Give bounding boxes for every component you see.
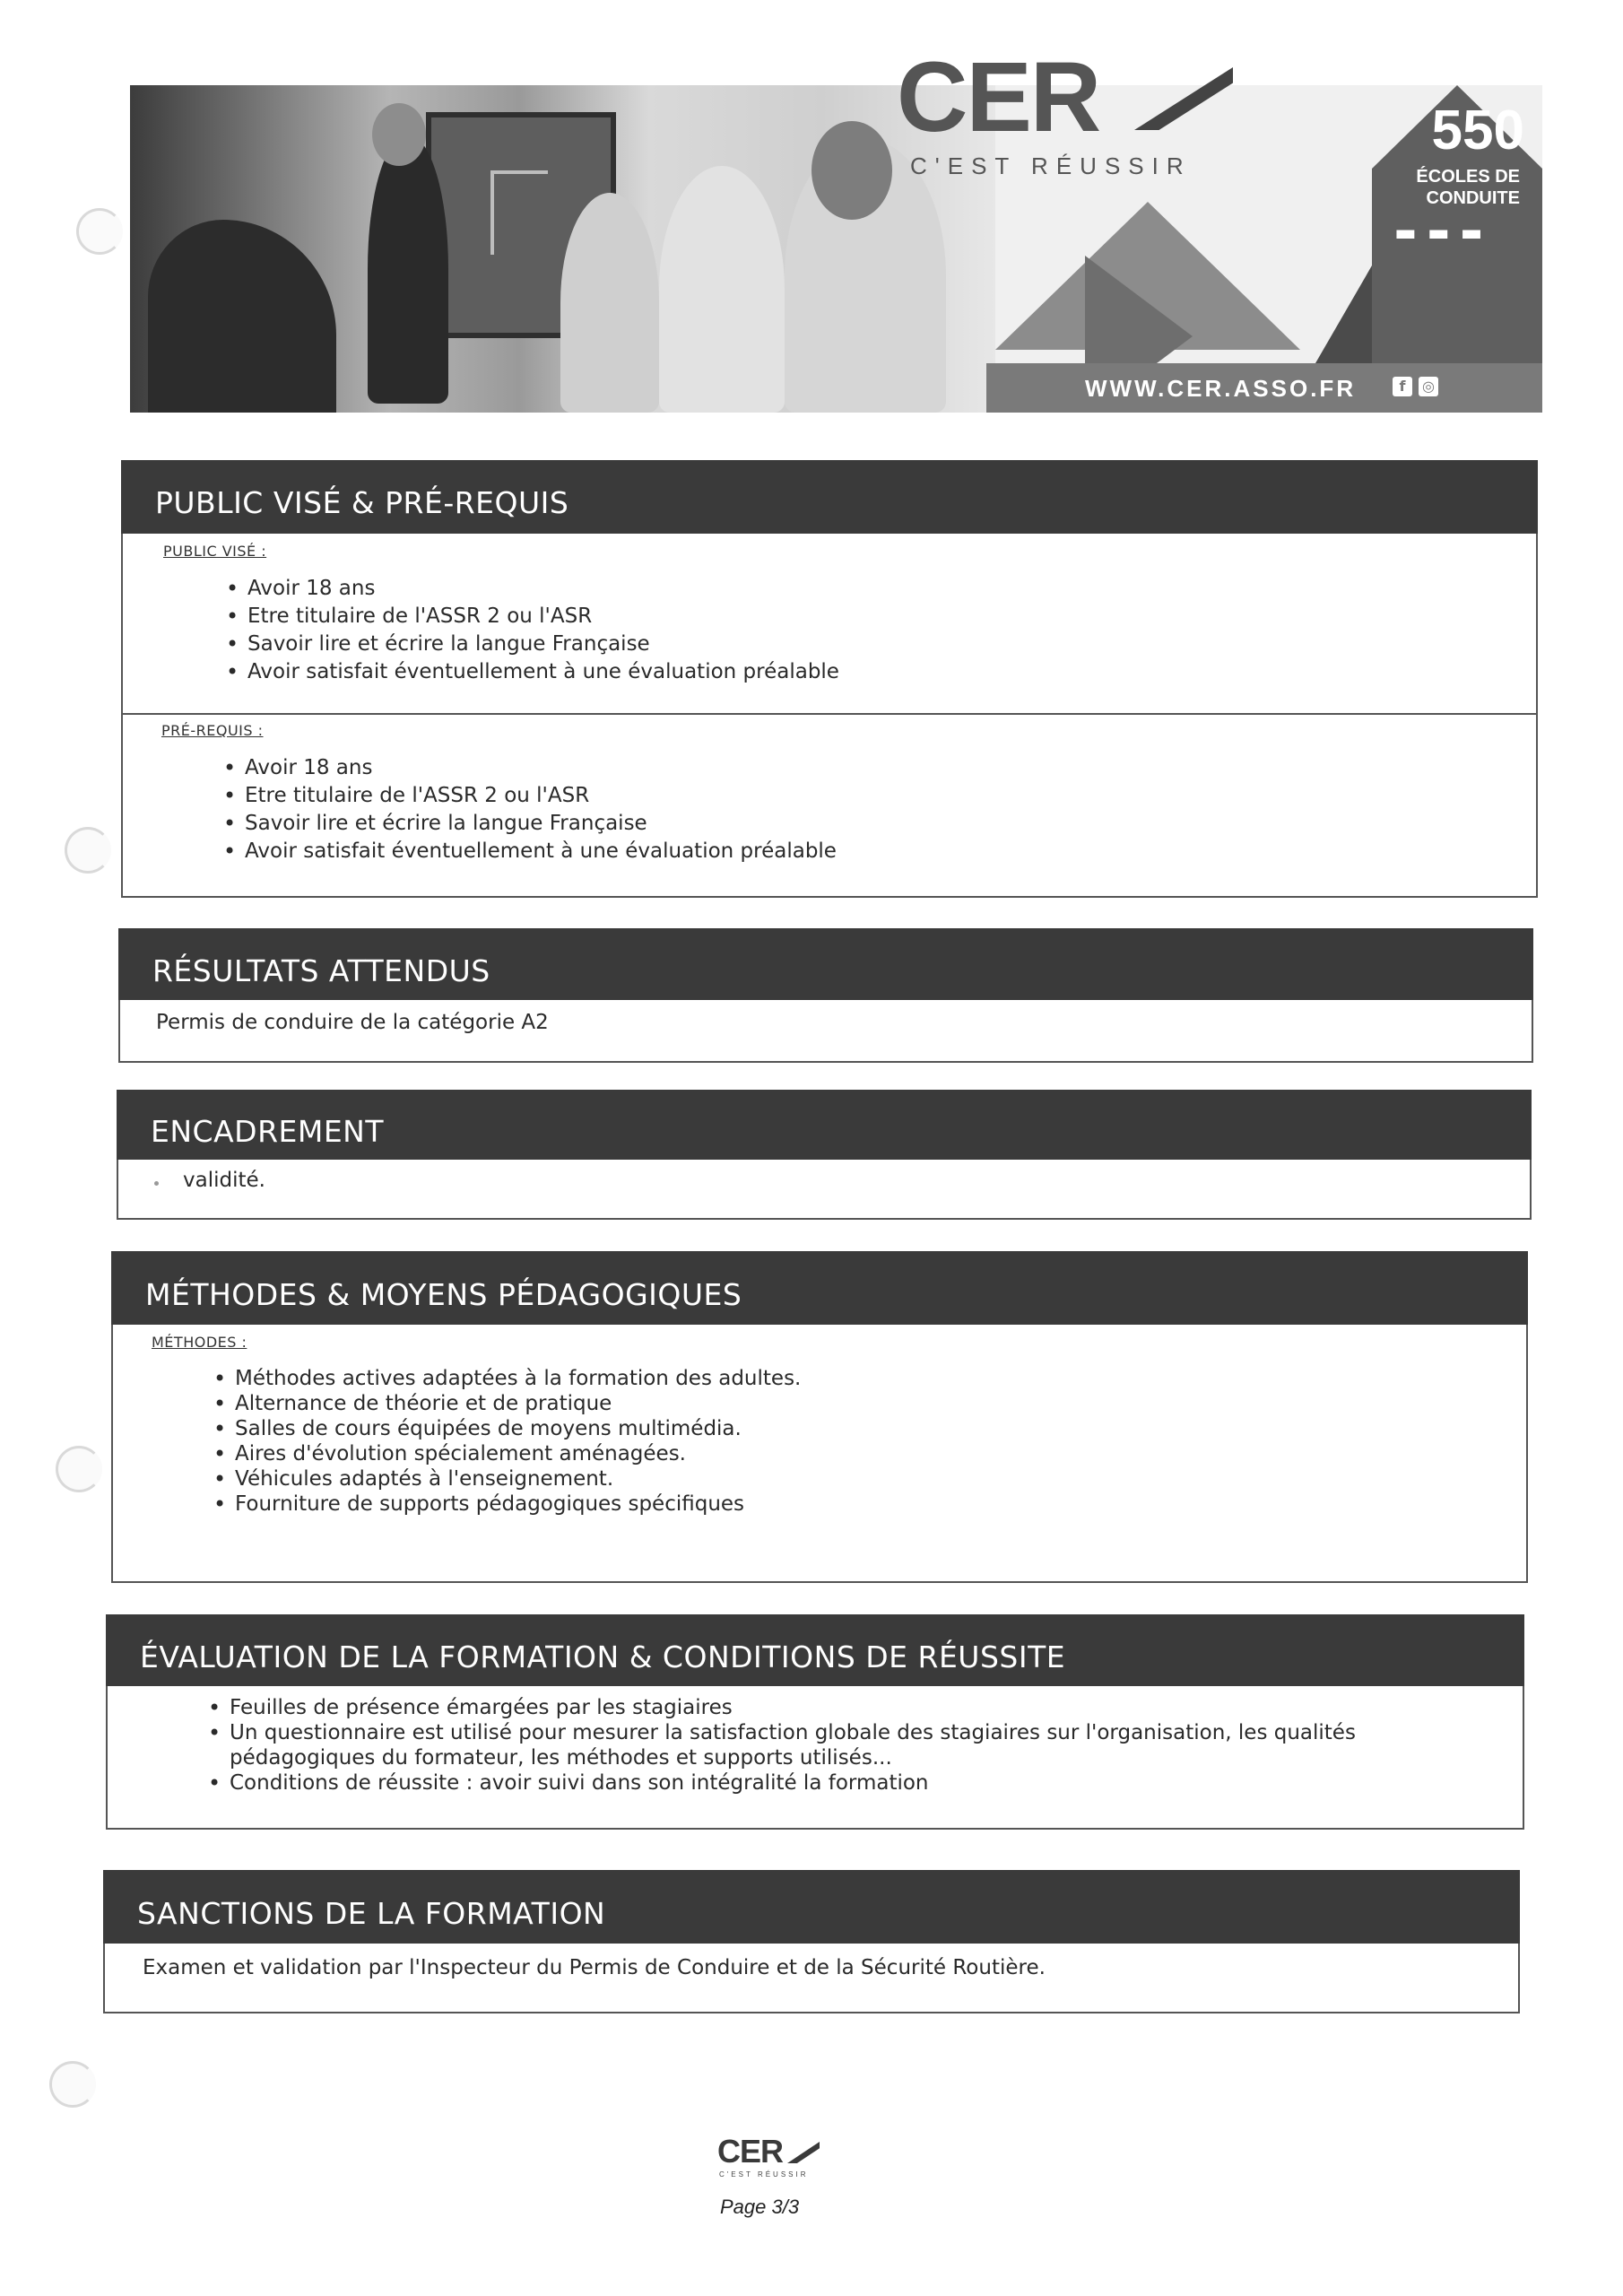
bullet-icon	[154, 1181, 159, 1186]
evaluation-list	[208, 1695, 1481, 1796]
cer-tagline: C'EST RÉUSSIR	[910, 152, 1192, 179]
classroom-photo	[130, 85, 995, 413]
section-title: ENCADREMENT	[117, 1090, 1532, 1160]
facebook-icon[interactable]: f	[1393, 377, 1412, 396]
list-item: • Etre titulaire de l'ASSR 2 ou l'ASR	[223, 782, 837, 810]
section-methodes	[111, 1251, 1528, 1583]
section-title: PUBLIC VISÉ & PRÉ-REQUIS	[121, 460, 1538, 534]
list-item: • Fourniture de supports pédagogiques spécifiques	[213, 1492, 801, 1517]
list-item: • Conditions de réussite : avoir suivi dans son intégralité la formation	[208, 1770, 1481, 1796]
section-title: SANCTIONS DE LA FORMATION	[103, 1870, 1520, 1944]
list-item: • Avoir 18 ans	[223, 754, 837, 782]
page-number: Page 3/3	[720, 2196, 800, 2218]
encadrement-text: validité.	[183, 1169, 265, 1192]
list-item: • Un questionnaire est utilisé pour mesurer la satisfaction globale des stagiaires sur l'organisation, les qualités pédagogiques du formateur, les méthodes et supports utilisés...	[208, 1720, 1481, 1770]
punch-hole	[49, 2061, 96, 2108]
section-title: MÉTHODES & MOYENS PÉDAGOGIQUES	[111, 1251, 1528, 1325]
badge-text: ÉCOLES DE CONDUITE	[1416, 167, 1520, 208]
list-item: • Etre titulaire de l'ASSR 2 ou l'ASR	[226, 603, 839, 631]
footer-tagline: C'EST RÉUSSIR	[719, 2170, 809, 2179]
punch-hole	[56, 1446, 102, 1492]
section-title: ÉVALUATION DE LA FORMATION & CONDITIONS DE RÉUSSITE	[106, 1614, 1524, 1686]
list-item: • Feuilles de présence émargées par les stagiaires	[208, 1695, 1481, 1720]
list-item: • Aires d'évolution spécialement aménagées.	[213, 1441, 801, 1466]
prereq-list	[223, 754, 837, 865]
divider	[123, 713, 1536, 715]
list-item: • Alternance de théorie et de pratique	[213, 1391, 801, 1416]
methodes-label: MÉTHODES :	[152, 1334, 247, 1351]
section-public	[121, 460, 1538, 898]
list-item: • Méthodes actives adaptées à la formation des adultes.	[213, 1366, 801, 1391]
punch-hole	[76, 208, 123, 255]
list-item: • Avoir satisfait éventuellement à une évaluation préalable	[226, 658, 839, 686]
instagram-icon[interactable]: ◎	[1419, 377, 1438, 396]
resultats-text: Permis de conduire de la catégorie A2	[156, 1011, 549, 1034]
check-mark-icon	[787, 2142, 820, 2163]
section-encadrement	[117, 1090, 1532, 1220]
section-sanctions	[103, 1870, 1520, 2013]
methodes-list	[213, 1366, 801, 1517]
list-item: • Véhicules adaptés à l'enseignement.	[213, 1466, 801, 1492]
section-evaluation	[106, 1614, 1524, 1830]
list-item: • Savoir lire et écrire la langue Française	[223, 810, 837, 838]
footer-logo: CER	[717, 2133, 784, 2170]
public-label: PUBLIC VISÉ :	[163, 543, 267, 560]
public-list	[226, 575, 839, 686]
list-item: • Salles de cours équipées de moyens multimédia.	[213, 1416, 801, 1441]
section-title: RÉSULTATS ATTENDUS	[118, 928, 1533, 1000]
list-item: • Avoir satisfait éventuellement à une évaluation préalable	[223, 838, 837, 865]
list-item: • Savoir lire et écrire la langue Française	[226, 631, 839, 658]
vehicles-icon: ▬ ▬ ▬	[1394, 220, 1485, 247]
punch-hole	[65, 827, 111, 874]
cer-logo: CER	[897, 42, 1100, 152]
sanctions-text: Examen et validation par l'Inspecteur du Permis de Conduire et de la Sécurité Routière.	[143, 1956, 1046, 1979]
badge-number: 550	[1431, 100, 1524, 161]
prereq-label: PRÉ-REQUIS :	[161, 722, 264, 739]
section-resultats	[118, 928, 1533, 1063]
list-item: • Avoir 18 ans	[226, 575, 839, 603]
website-url[interactable]: WWW.CER.ASSO.FR	[1085, 375, 1357, 402]
